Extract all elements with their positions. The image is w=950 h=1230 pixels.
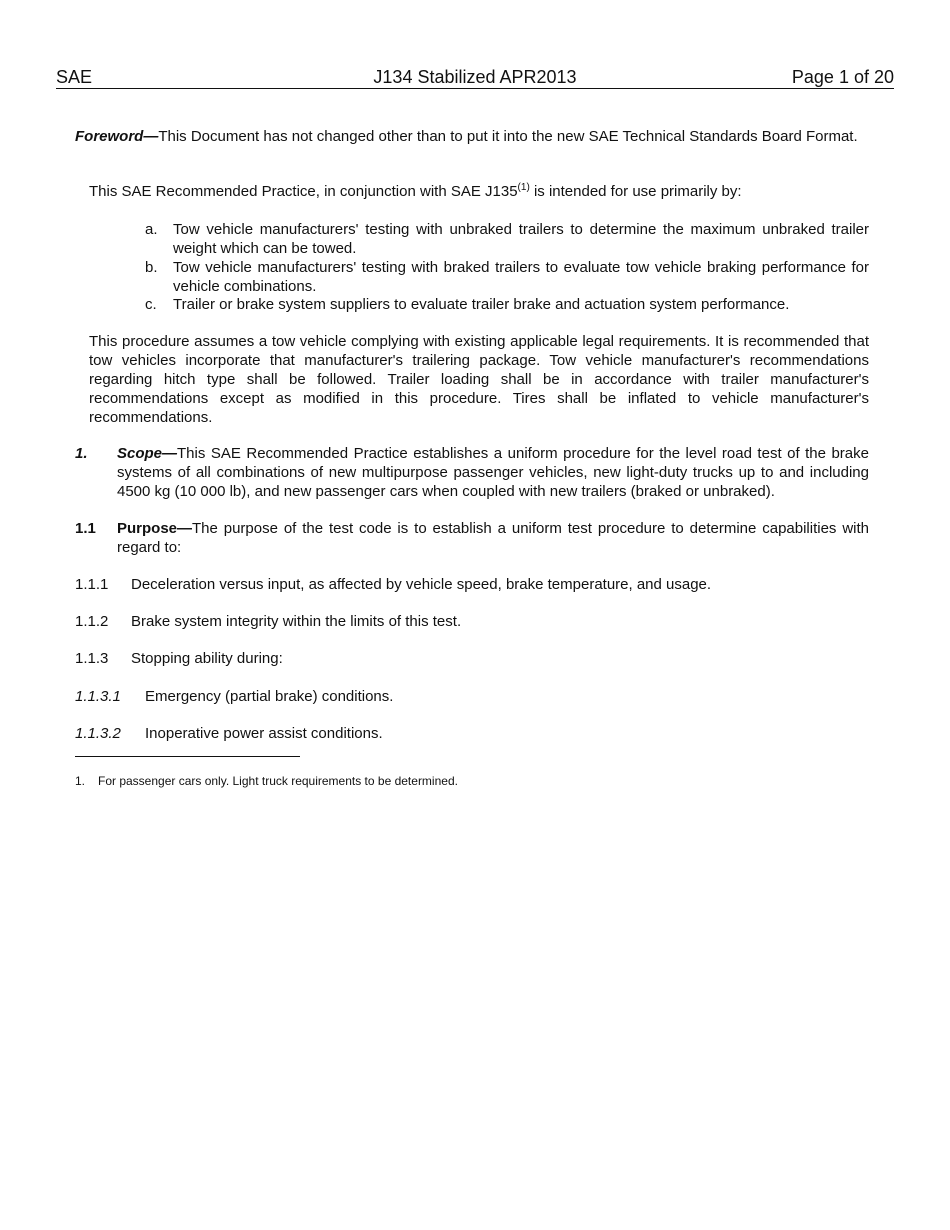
purpose-paragraph — [117, 519, 869, 557]
footnote-ref: (1) — [517, 182, 530, 193]
footnote-divider — [75, 756, 300, 757]
use-item-b: Tow vehicle manufacturers' testing with braked trailers to evaluate tow vehicle braking performance for vehicle combinations. — [173, 259, 869, 295]
scope-label: Scope— — [117, 445, 178, 462]
scope-paragraph — [117, 444, 869, 501]
purpose-text: The purpose of the test code is to establish a uniform test procedure to determine capabilities with regard to: — [117, 520, 869, 556]
header-doc-id: J134 Stabilized APR2013 — [373, 67, 577, 87]
item-number: 1.1.3.2 — [75, 725, 121, 742]
item-text: Emergency (partial brake) conditions. — [145, 688, 394, 705]
use-marker-a: a. — [145, 221, 158, 238]
item-text: Deceleration versus input, as affected by vehicle speed, brake temperature, and usage. — [131, 576, 712, 593]
item-number: 1.1.3.1 — [75, 688, 121, 705]
footnote-text: For passenger cars only. Light truck requirements to be determined. — [98, 774, 458, 788]
use-item-c: Trailer or brake system suppliers to evaluate trailer brake and actuation system performance. — [173, 296, 790, 313]
use-item-a: Tow vehicle manufacturers' testing with unbraked trailers to determine the maximum unbraked trailer weight which can be towed. — [173, 221, 869, 257]
intro-paragraph — [89, 182, 869, 201]
purpose-number: 1.1 — [75, 520, 96, 537]
page-header — [56, 66, 894, 89]
item-text: Stopping ability during: — [131, 650, 283, 667]
purpose-label: Purpose— — [117, 520, 193, 537]
foreword-label: Foreword— — [75, 128, 159, 145]
footnote-number: 1. — [75, 774, 86, 788]
use-marker-c: c. — [145, 296, 157, 313]
scope-number: 1. — [75, 445, 88, 462]
procedure-paragraph: This procedure assumes a tow vehicle complying with existing applicable legal requirements. It is recommended that tow vehicles incorporate that manufacturer's trailering package. Tow vehicle manufacturer's recommendations regarding hitch type shall be followed. Trailer loading shall be in accordance with trailer manufacturer's recommendations except as modified in this procedure. Tires shall be inflated to vehicle manufacturer's recommendations. — [89, 333, 869, 426]
use-marker-b: b. — [145, 259, 158, 276]
item-number: 1.1.2 — [75, 613, 109, 630]
foreword-paragraph — [75, 127, 869, 146]
scope-text: This SAE Recommended Practice establishes a uniform procedure for the level road test of the brake systems of all combinations of new multipurpose passenger vehicles, new light-duty trucks up to and including 4500 kg (10 000 lb), and new passenger cars when coupled with new trailers (braked or unbraked). — [117, 445, 869, 500]
intro-text: This SAE Recommended Practice, in conjunction with SAE J135 — [89, 183, 518, 200]
header-org: SAE — [56, 67, 93, 87]
item-text: Brake system integrity within the limits of this test. — [131, 613, 462, 630]
item-number: 1.1.3 — [75, 650, 109, 667]
foreword-text: This Document has not changed other than to put it into the new SAE Technical Standards Board Format. — [158, 128, 858, 145]
item-text: Inoperative power assist conditions. — [145, 725, 383, 742]
intro-text-after: is intended for use primarily by: — [529, 183, 742, 200]
item-number: 1.1.1 — [75, 576, 109, 593]
header-page-number: Page 1 of 20 — [791, 67, 894, 87]
